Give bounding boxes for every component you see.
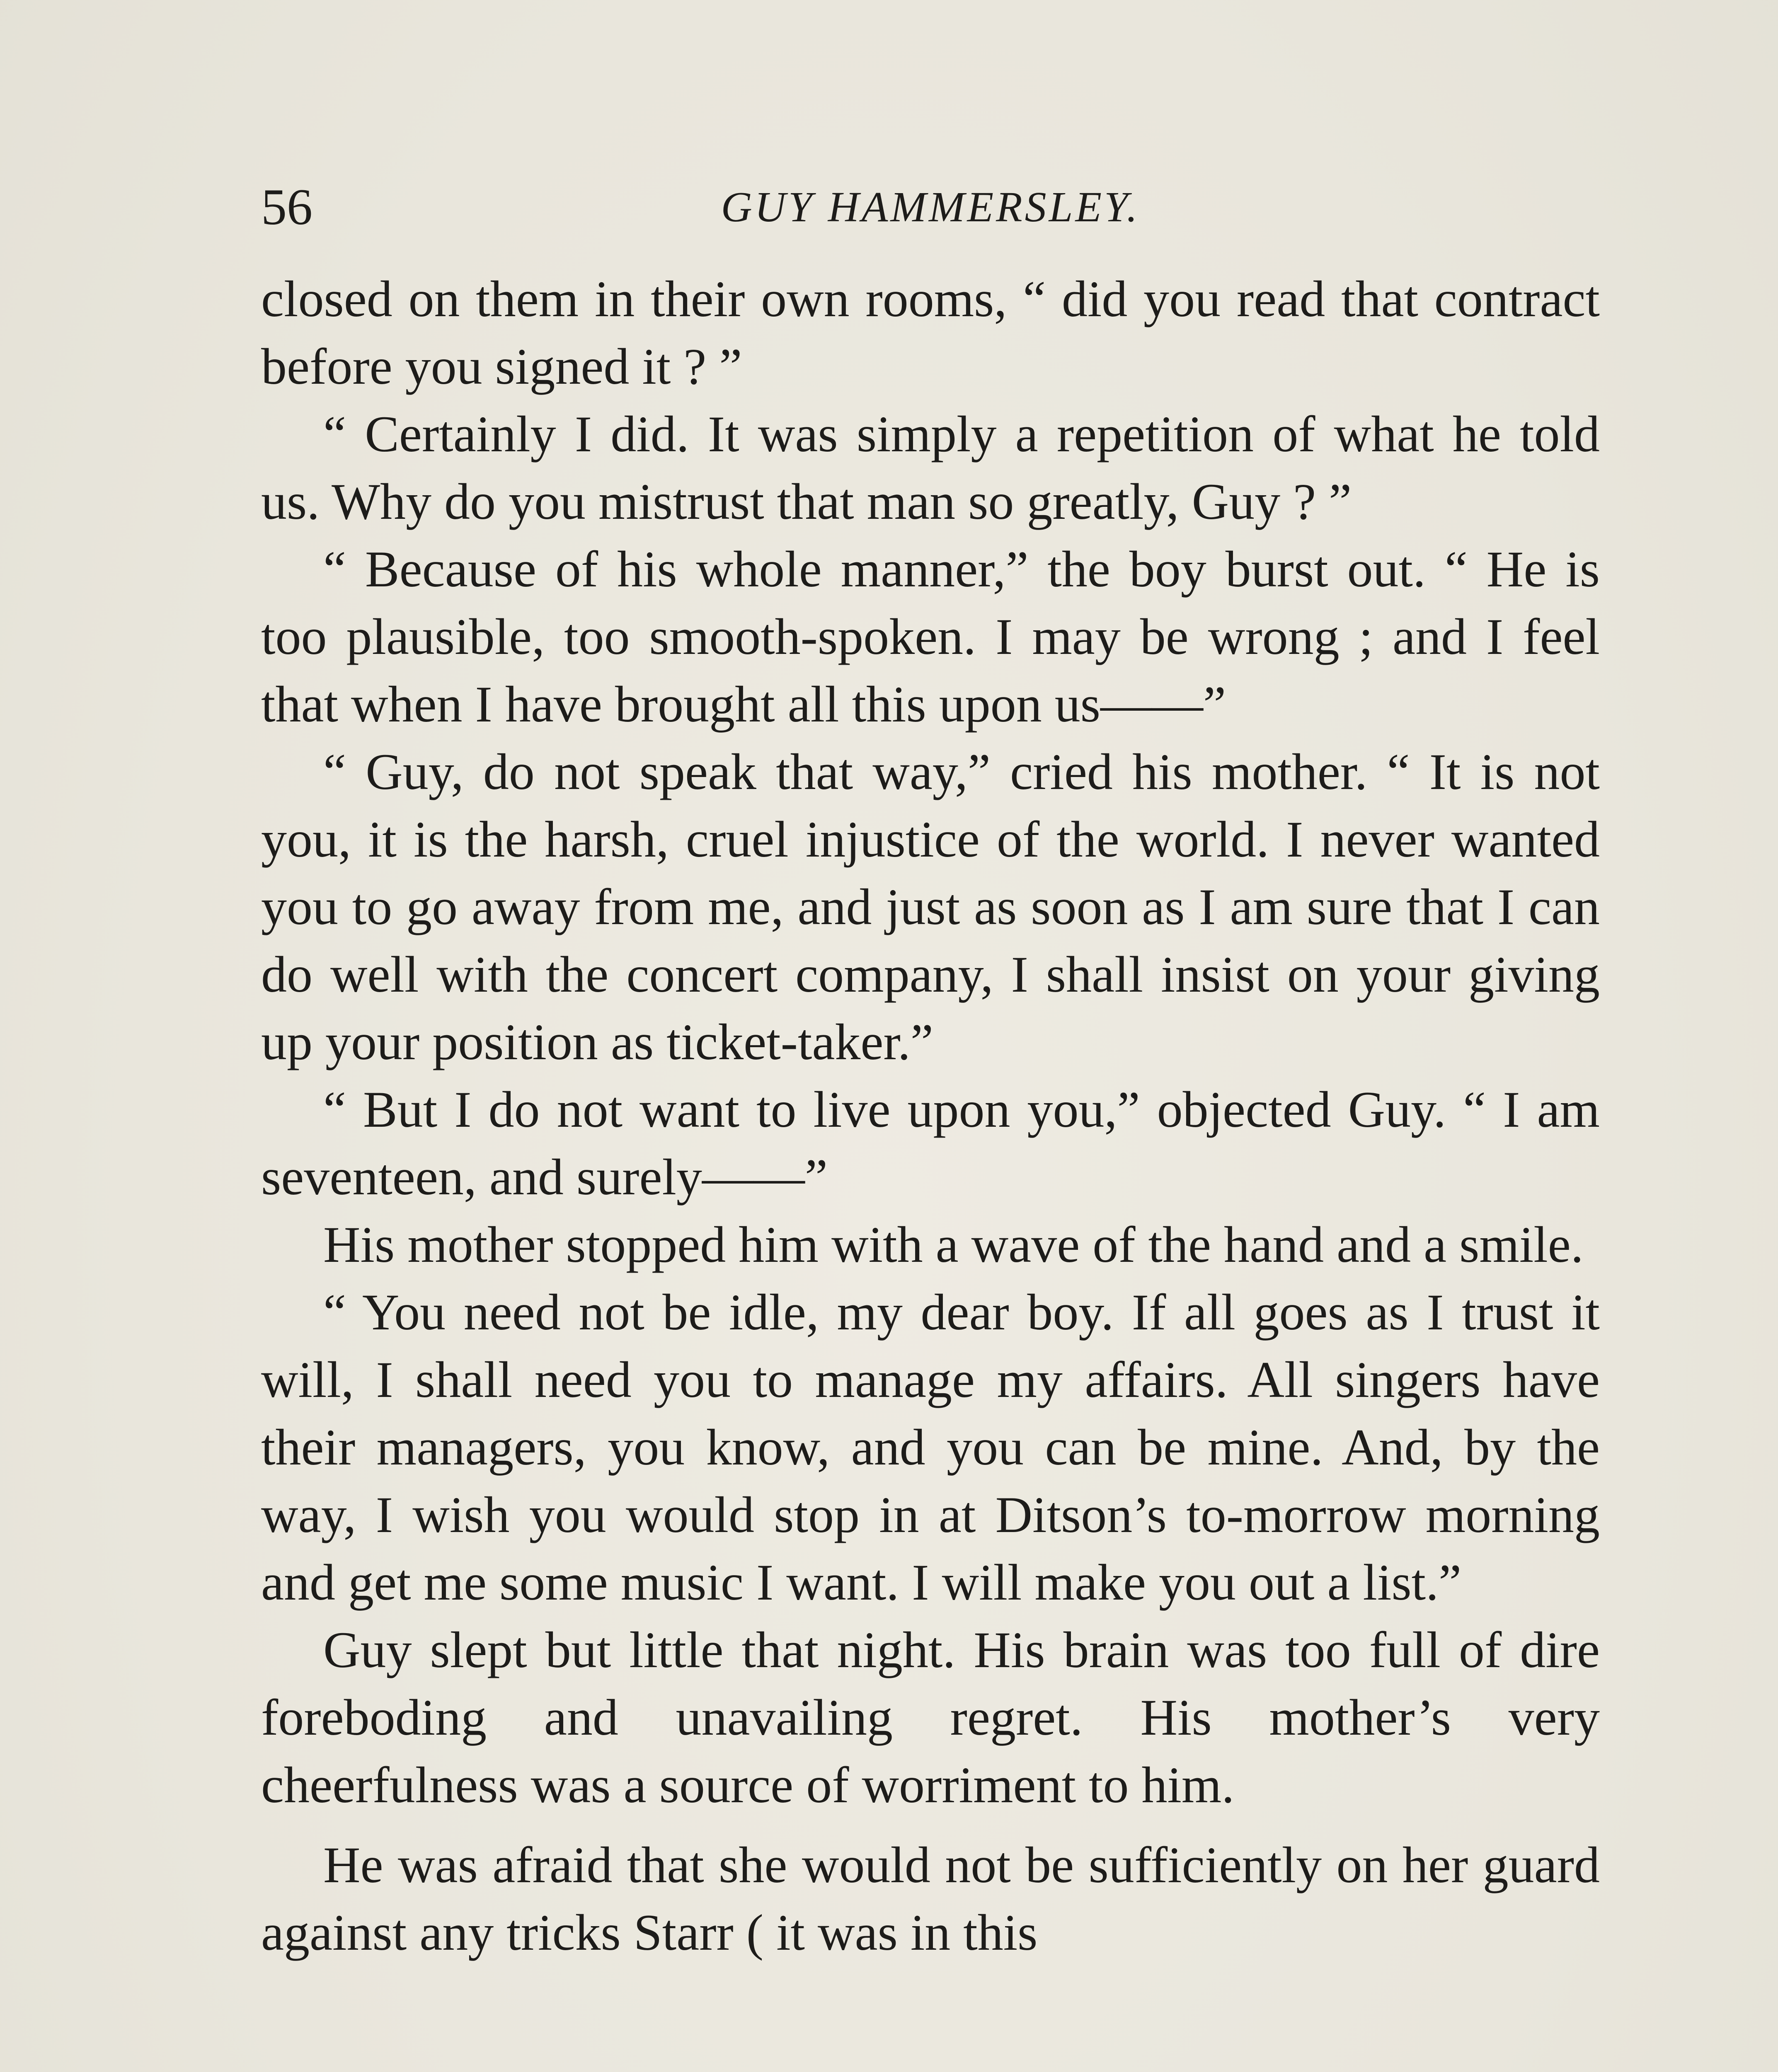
- paragraph-3: “ Because of his whole manner,” the boy burst out. “ He is too plausible, too smooth-spoken. I may be wrong ; and I feel that when I have brought all this upon us——”: [261, 541, 1600, 733]
- paragraph-1: closed on them in their own rooms, “ did you read that contract before you signed it ? ”: [261, 271, 1600, 395]
- paragraph-6: His mother stopped him with a wave of the hand and a smile.: [323, 1216, 1584, 1273]
- paragraph-2: “ Certainly I did. It was simply a repetition of what he told us. Why do you mistrust that man so greatly, Guy ? ”: [261, 406, 1600, 530]
- page-header: [261, 174, 1600, 240]
- paragraph-5: “ But I do not want to live upon you,” objected Guy. “ I am seventeen, and surely——”: [261, 1081, 1600, 1205]
- paragraph-8: Guy slept but little that night. His brain was too full of dire foreboding and unavailing regret. His mother’s very cheerfulness was a source of worriment to him.: [261, 1622, 1600, 1813]
- body-text: [261, 265, 1600, 1966]
- paragraph-4: “ Guy, do not speak that way,” cried his mother. “ It is not you, it is the harsh, cruel injustice of the world. I never wanted you to go away from me, and just as soon as I am sure that I can do well with the concert company, I shall insist on your giving up your position as ticket-taker.”: [261, 743, 1600, 1070]
- paragraph-7: “ You need not be idle, my dear boy. If all goes as I trust it will, I shall need you to manage my affairs. All singers have their managers, you know, and you can be mine. And, by the way, I wish you would stop in at Ditson’s to-morrow morning and get me some music I want. I will make you out a list.”: [261, 1284, 1600, 1611]
- running-head: GUY HAMMERSLEY.: [721, 183, 1140, 231]
- paragraph-9: He was afraid that she would not be sufficiently on her guard against any tricks Starr ( it was in this: [261, 1837, 1600, 1961]
- page-number: 56: [261, 179, 312, 235]
